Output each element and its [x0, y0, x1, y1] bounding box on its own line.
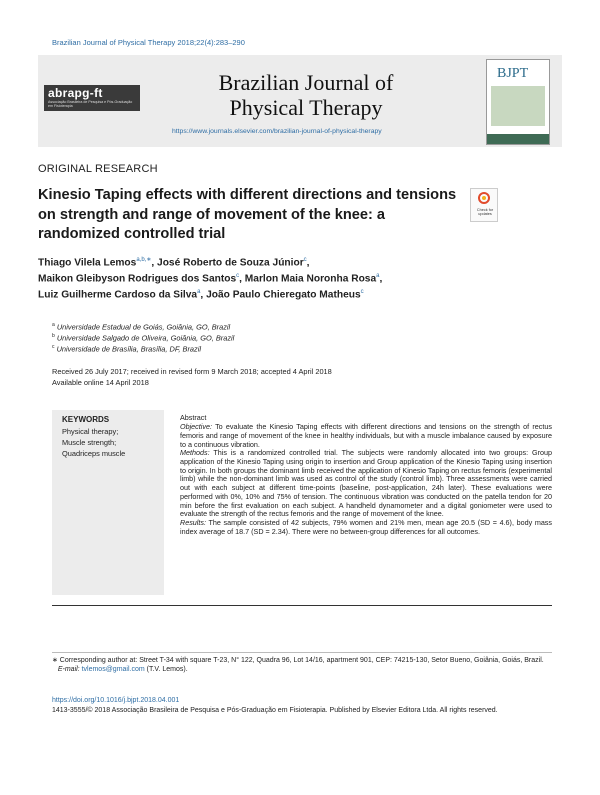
author-name[interactable]: Thiago Vilela Lemos	[38, 257, 137, 269]
author-sup[interactable]: c	[236, 273, 240, 279]
abrapg-logo	[44, 85, 140, 111]
author-sup[interactable]: a,b,∗	[136, 257, 152, 263]
doi-link[interactable]: https://doi.org/10.1016/j.bjpt.2018.04.001	[52, 697, 180, 704]
email-suffix: (T.V. Lemos).	[146, 665, 188, 673]
journal-title-line1: Brazilian Journal of	[218, 70, 394, 95]
section-label: ORIGINAL RESEARCH	[38, 163, 158, 175]
cover-bar	[487, 134, 549, 144]
check-for-updates-badge[interactable]	[470, 188, 498, 222]
author-name[interactable]: José Roberto de Souza Júnior	[157, 257, 304, 269]
affiliation-sup: a	[52, 322, 55, 328]
affiliation-sup: b	[52, 333, 55, 339]
check-updates-label: Check for updates	[476, 208, 494, 217]
author-line-3: Luiz Guilherme Cardoso da Silva$^a$, João Paulo Chieregato Matheus$^c$	[38, 289, 364, 301]
author-sup[interactable]: a	[376, 273, 380, 279]
keywords-heading: KEYWORDS	[62, 415, 110, 424]
affiliation-text: Universidade de Brasília, Brasília, DF, Brazil	[56, 344, 202, 354]
keyword-item: Muscle strength;	[62, 438, 117, 447]
author-sup[interactable]: c	[360, 289, 364, 295]
affiliation	[52, 322, 230, 331]
journal-title	[176, 70, 436, 120]
author-sup[interactable]: a	[197, 289, 201, 295]
abstract-block	[180, 414, 552, 536]
results-label: Results:	[180, 517, 206, 527]
divider	[52, 652, 552, 653]
journal-title-line2: Physical Therapy	[229, 95, 383, 120]
divider	[52, 605, 552, 606]
corresponding-author-note	[52, 657, 552, 675]
author-name[interactable]: Maikon Gleibyson Rodrigues dos Santos	[38, 273, 237, 285]
journal-citation[interactable]: Brazilian Journal of Physical Therapy 2018;22(4):283–290	[52, 38, 245, 47]
cover-image	[491, 86, 545, 126]
cover-title: BJPT	[497, 66, 529, 81]
methods-text: This is a randomized controlled trial. The subjects were randomly allocated into two groups: Group application of the Kinesio Taping using origin to insertion and Group application of the Kinesio Taping using insertion to origin. In both groups the dominant limb received the application of Kinesio Taping on rectus femoris (experimental limb) while the non-dominant limb was used as control of the study (control limb). Three assessments were carried out with each subject at different time-points (baseline, post-application, 24h later). These evaluations were performed with 0%, 10% and 75% of tension. The continuous vibration was conducted on the patella tendon for 20 min before the first evaluation on each subject. A handheld dynamometer and a digital goniometer were used to evaluate the strength of the rectus femoris and the range of movement of the knee.	[180, 448, 553, 519]
available-online-date: Available online 14 April 2018	[52, 378, 149, 387]
copyright-notice: 1413-3555/© 2018 Associação Brasileira de Pesquisa e Pós-Graduação em Fisioterapia. Published by Elsevier Editora Ltda. All rights reserved.	[52, 707, 498, 714]
author-line-1: Thiago Vilela Lemos$^{a,b,∗}$, José Roberto de Souza Júnior$^c$,	[38, 257, 310, 269]
author-name[interactable]: Marlon Maia Noronha Rosa	[244, 273, 377, 285]
received-dates: Received 26 July 2017; received in revised form 9 March 2018; accepted 4 April 2018	[52, 367, 332, 376]
results-text: The sample consisted of 42 subjects, 79% women and 21% men, mean age 20.5 (SD = 4.6), body mass index average of 18.7 (SD = 2.34). There were no between-group differences for all outcomes.	[180, 517, 552, 536]
logo-subtext: Associação Brasileira de Pesquisa e Pós-Graduação em Fisioterapia	[48, 100, 133, 108]
corresponding-text: ∗ Corresponding author at: Street T-34 with square T-23, N° 122, Quadra 96, Lot 14/16, apartment 901, CEP: 74215-130, Setor Bueno, Goiânia, Goiás, Brazil.	[52, 657, 544, 664]
author-sup[interactable]: c	[303, 257, 307, 263]
journal-url-link[interactable]: https://www.journals.elsevier.com/brazilian-journal-of-physical-therapy	[172, 128, 382, 135]
keyword-item: Quadriceps muscle	[62, 449, 126, 458]
objective-label: Objective:	[180, 422, 212, 432]
affiliation-text: Universidade Salgado de Oliveira, Goiânia, GO, Brazil	[56, 333, 235, 343]
affiliation-text: Universidade Estadual de Goiás, Goiânia, GO, Brazil	[56, 322, 231, 332]
affiliation	[52, 333, 234, 342]
objective-text: To evaluate the Kinesio Taping effects with different directions and tensions on the strength of rectus femoris and range of movement of the knee in healthy individuals, but with a muscle imbalance caused by exposure to a continuous vibration.	[180, 422, 552, 449]
article-title: Kinesio Taping effects with different directions and tensions on strength and range of movement of the knee: a randomized controlled trial	[38, 187, 457, 242]
affiliation	[52, 344, 201, 353]
logo-text: abrapg-ft	[48, 86, 103, 100]
author-line-2: Maikon Gleibyson Rodrigues dos Santos$^c$, Marlon Maia Noronha Rosa$^a$,	[38, 273, 383, 285]
email-link[interactable]: tvlemos@gmail.com	[81, 665, 145, 673]
keyword-item: Physical therapy;	[62, 427, 119, 436]
email-label: E-mail:	[57, 665, 80, 673]
author-name[interactable]: João Paulo Chieregato Matheus	[206, 289, 361, 301]
update-icon	[478, 192, 490, 204]
methods-label: Methods:	[180, 448, 210, 458]
abstract-heading: Abstract	[180, 413, 207, 422]
journal-cover-thumbnail	[486, 59, 550, 145]
author-name[interactable]: Luiz Guilherme Cardoso da Silva	[38, 289, 198, 301]
affiliation-sup: c	[52, 344, 55, 350]
